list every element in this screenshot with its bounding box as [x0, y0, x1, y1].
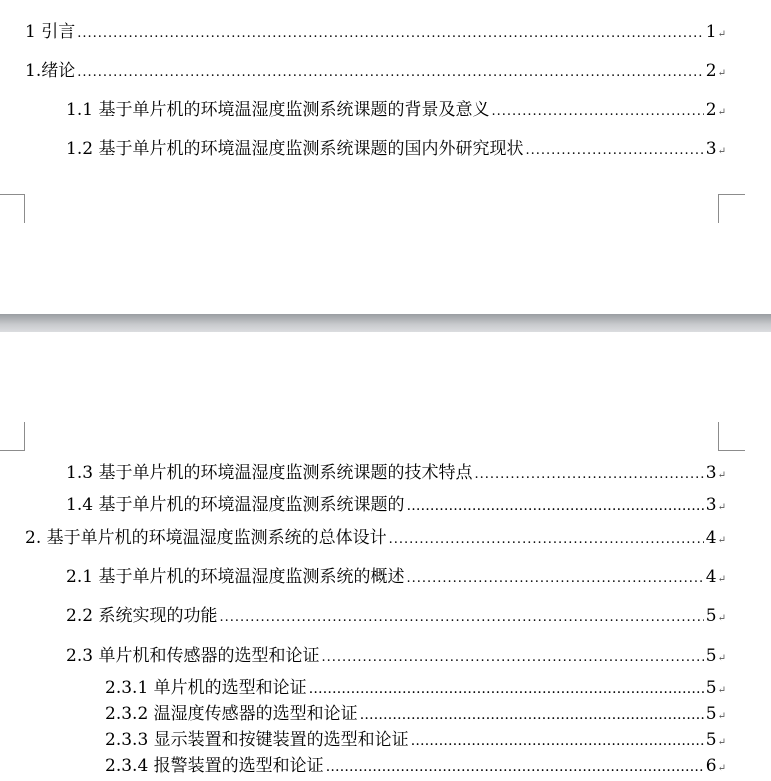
paragraph-return-mark: ↵	[717, 574, 726, 585]
toc-leader-dots	[491, 101, 703, 123]
toc-entry-label: 2.3.2 温湿度传感器的选型和论证	[105, 704, 358, 724]
toc-entry[interactable]	[66, 138, 726, 163]
toc-page-number: 2	[705, 61, 717, 81]
paragraph-return-mark: ↵	[717, 613, 726, 624]
margin-corner-mark	[0, 422, 25, 451]
toc-entry-label: 2.3.3 显示装置和按键装置的选型和论证	[105, 730, 409, 750]
toc-leader-dots	[525, 140, 703, 162]
paragraph-return-mark: ↵	[717, 470, 726, 481]
toc-page-number: 3	[705, 139, 717, 159]
toc-entry[interactable]	[66, 494, 726, 519]
toc-entry[interactable]	[25, 60, 726, 85]
toc-entry[interactable]	[105, 755, 726, 780]
toc-leader-dots	[321, 647, 703, 669]
toc-page-number: 5	[705, 730, 717, 750]
paragraph-return-mark: ↵	[717, 502, 726, 513]
toc-page-number: 5	[705, 606, 717, 626]
toc-entry-label: 2.2 系统实现的功能	[66, 606, 218, 626]
toc-entry[interactable]	[66, 99, 726, 124]
toc-entry-label: 1 引言	[25, 22, 76, 42]
paragraph-return-mark: ↵	[717, 68, 726, 79]
toc-leader-dots	[406, 495, 703, 517]
margin-corner-mark	[718, 194, 745, 223]
toc-page-number: 6	[705, 756, 717, 776]
toc-page-number: 2	[705, 100, 717, 120]
toc-entry-label: 2.1 基于单片机的环境温湿度监测系统的概述	[66, 567, 405, 587]
toc-page-number: 5	[705, 704, 717, 724]
toc-leader-dots	[411, 730, 704, 752]
toc-leader-dots	[77, 62, 704, 84]
toc-leader-dots	[77, 23, 704, 45]
toc-entry-label: 1.2 基于单片机的环境温湿度监测系统课题的国内外研究现状	[66, 139, 524, 159]
toc-page-number: 5	[705, 678, 717, 698]
toc-page-number: 4	[705, 567, 717, 587]
toc-entry-label: 2.3.1 单片机的选型和论证	[105, 678, 307, 698]
toc-entry[interactable]	[25, 527, 726, 552]
toc-leader-dots	[360, 704, 704, 726]
paragraph-return-mark: ↵	[717, 653, 726, 664]
toc-entry[interactable]	[66, 462, 726, 487]
paragraph-return-mark: ↵	[717, 29, 726, 40]
toc-page-number: 4	[705, 528, 717, 548]
toc-page-number: 5	[705, 646, 717, 666]
toc-entry-label: 1.4 基于单片机的环境温湿度监测系统课题的	[66, 495, 405, 515]
toc-leader-dots	[474, 464, 703, 486]
toc-entry[interactable]	[66, 645, 726, 670]
toc-leader-dots	[389, 529, 704, 551]
toc-entry[interactable]	[105, 729, 726, 754]
toc-entry[interactable]	[105, 703, 726, 728]
paragraph-return-mark: ↵	[717, 737, 726, 748]
paragraph-return-mark: ↵	[717, 535, 726, 546]
toc-page-number: 3	[705, 463, 717, 483]
toc-entry[interactable]	[66, 566, 726, 591]
toc-entry-label: 1.3 基于单片机的环境温湿度监测系统课题的技术特点	[66, 463, 473, 483]
paragraph-return-mark: ↵	[717, 146, 726, 157]
margin-corner-mark	[718, 422, 745, 451]
toc-leader-dots	[309, 678, 704, 700]
toc-entry[interactable]	[66, 605, 726, 630]
toc-entry-label: 2.3 单片机和传感器的选型和论证	[66, 646, 320, 666]
paragraph-return-mark: ↵	[717, 685, 726, 696]
paragraph-return-mark: ↵	[717, 107, 726, 118]
toc-entry-label: 2. 基于单片机的环境温湿度监测系统的总体设计	[25, 528, 387, 548]
margin-corner-mark	[0, 194, 25, 223]
paragraph-return-mark: ↵	[717, 763, 726, 774]
toc-entry[interactable]	[105, 677, 726, 702]
toc-entry[interactable]	[25, 21, 726, 46]
toc-leader-dots	[326, 756, 704, 778]
toc-page-number: 1	[705, 22, 717, 42]
toc-leader-dots	[406, 568, 703, 590]
toc-entry-label: 1.1 基于单片机的环境温湿度监测系统课题的背景及意义	[66, 100, 490, 120]
paragraph-return-mark: ↵	[717, 711, 726, 722]
toc-page-number: 3	[705, 495, 717, 515]
toc-entry-label: 2.3.4 报警装置的选型和论证	[105, 756, 324, 776]
page-separator	[0, 314, 771, 332]
toc-entry-label: 1.绪论	[25, 61, 76, 81]
toc-leader-dots	[219, 607, 703, 629]
